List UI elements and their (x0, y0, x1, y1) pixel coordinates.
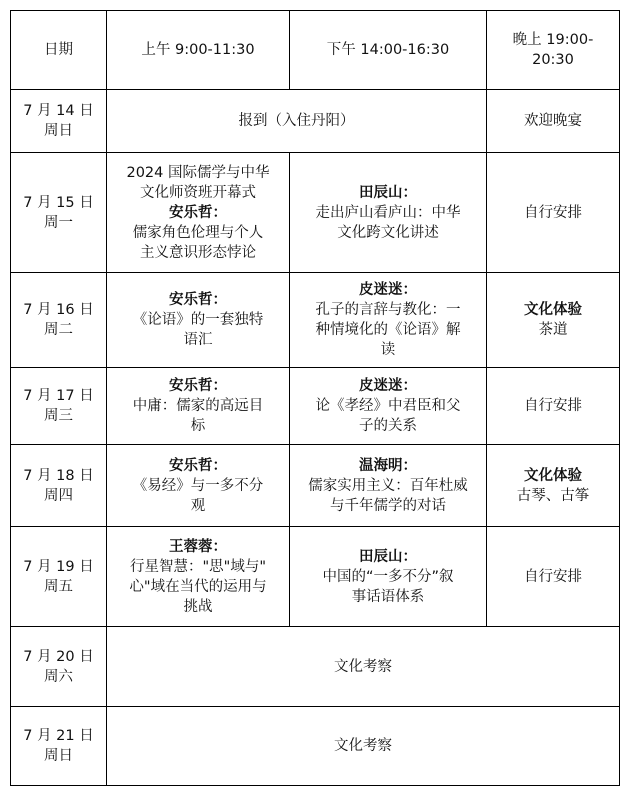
date-cell (11, 368, 107, 445)
evening-title: 文化体验 (524, 302, 582, 318)
morning-cell (107, 445, 290, 527)
morning-cell (107, 527, 290, 627)
lecture-topic: 主义意识形态悖论 (140, 244, 256, 261)
evening-text: 自行安排 (524, 204, 582, 221)
opening-text: 文化师资班开幕式 (140, 184, 256, 201)
lecture-topic: 行星智慧："思"域与" (129, 558, 266, 575)
speaker-name: 温海明： (359, 457, 417, 474)
afternoon-cell (290, 445, 487, 527)
morning-cell (107, 273, 290, 368)
morning-cell (107, 153, 290, 273)
weekday-label: 周日 (44, 123, 73, 139)
header-evening-label-1: 晚上 19:00- (512, 32, 594, 48)
full-day-cell (107, 707, 620, 786)
speaker-name: 安乐哲： (169, 204, 227, 221)
evening-text: 古琴、古筝 (516, 487, 590, 504)
evening-cell (487, 153, 620, 273)
afternoon-cell (290, 153, 487, 273)
header-date (11, 11, 107, 90)
date-label: 7 月 21 日 (23, 728, 94, 744)
full-day-text: 文化考察 (334, 738, 392, 754)
schedule-table (10, 10, 620, 786)
header-afternoon-label: 下午 14:00-16:30 (326, 42, 450, 58)
date-cell (11, 627, 107, 707)
weekday-label: 周一 (44, 214, 73, 231)
evening-text: 欢迎晚宴 (524, 113, 582, 129)
table-row (11, 527, 620, 627)
lecture-topic: 儒家实用主义：百年杜威 (308, 477, 468, 494)
table-row (11, 627, 620, 707)
table-row (11, 153, 620, 273)
evening-cell (487, 527, 620, 627)
date-cell (11, 153, 107, 273)
lecture-topic: 《论语》的一套独特 (132, 312, 264, 328)
header-afternoon (290, 11, 487, 90)
date-cell (11, 707, 107, 786)
evening-cell (487, 368, 620, 445)
weekday-label: 周六 (44, 668, 73, 685)
evening-text: 茶道 (538, 322, 568, 338)
speaker-name: 安乐哲： (169, 378, 227, 394)
evening-text: 自行安排 (524, 398, 582, 414)
evening-cell (487, 273, 620, 368)
evening-text: 自行安排 (524, 568, 582, 585)
speaker-name: 田辰山： (359, 184, 417, 201)
table-row (11, 90, 620, 153)
full-day-cell (107, 90, 487, 153)
lecture-topic: 中庸：儒家的高远目 (132, 398, 264, 414)
lecture-topic: 种情境化的《论语》解 (315, 322, 461, 338)
evening-title: 文化体验 (524, 467, 582, 484)
full-day-text: 文化考察 (334, 658, 392, 675)
date-label: 7 月 18 日 (23, 467, 94, 484)
speaker-name: 田辰山： (359, 548, 417, 565)
lecture-topic: 子的关系 (359, 418, 417, 434)
header-row (11, 11, 620, 90)
lecture-topic: 挑战 (183, 598, 213, 615)
speaker-name: 皮迷迷： (359, 282, 417, 298)
lecture-topic: 观 (190, 497, 206, 514)
header-morning-label: 上午 9:00-11:30 (141, 42, 255, 58)
date-cell (11, 527, 107, 627)
afternoon-cell (290, 273, 487, 368)
lecture-topic: 中国的“一多不分”叙 (322, 568, 454, 585)
speaker-name: 安乐哲： (169, 457, 227, 474)
date-cell (11, 273, 107, 368)
lecture-topic: 《易经》与一多不分 (132, 477, 264, 494)
lecture-topic: 文化跨文化讲述 (337, 224, 439, 241)
lecture-topic: 论《孝经》中君臣和父 (315, 398, 461, 414)
header-evening (487, 11, 620, 90)
weekday-label: 周五 (44, 578, 73, 595)
afternoon-cell (290, 368, 487, 445)
lecture-topic: 标 (190, 418, 206, 434)
morning-cell (107, 368, 290, 445)
table-row (11, 707, 620, 786)
lecture-topic: 儒家角色伦理与个人 (132, 224, 264, 241)
afternoon-cell (290, 527, 487, 627)
weekday-label: 周日 (44, 748, 73, 764)
date-label: 7 月 14 日 (23, 103, 94, 119)
date-cell (11, 445, 107, 527)
lecture-topic: 事话语体系 (351, 588, 425, 605)
lecture-topic: 语汇 (183, 332, 213, 348)
lecture-topic: 走出庐山看庐山：中华 (315, 204, 461, 221)
table-row (11, 368, 620, 445)
date-label: 7 月 17 日 (23, 388, 94, 404)
weekday-label: 周三 (44, 408, 73, 424)
lecture-topic: 读 (380, 342, 396, 358)
header-evening-label-2: 20:30 (532, 52, 574, 68)
table-row (11, 445, 620, 527)
table-row (11, 273, 620, 368)
evening-cell (487, 445, 620, 527)
date-label: 7 月 19 日 (23, 558, 94, 575)
lecture-topic: 与千年儒学的对话 (330, 497, 446, 514)
date-cell (11, 90, 107, 153)
opening-text: 2024 国际儒学与中华 (126, 164, 270, 181)
date-label: 7 月 20 日 (23, 648, 94, 665)
lecture-topic: 孔子的言辞与教化：一 (315, 302, 461, 318)
header-morning (107, 11, 290, 90)
full-day-cell (107, 627, 620, 707)
speaker-name: 皮迷迷： (359, 378, 417, 394)
speaker-name: 王蓉蓉： (169, 538, 227, 555)
full-day-text: 报到（入住丹阳） (238, 113, 355, 129)
date-label: 7 月 16 日 (23, 302, 94, 318)
date-label: 7 月 15 日 (23, 194, 94, 211)
header-date-label: 日期 (44, 42, 73, 58)
weekday-label: 周四 (44, 487, 73, 504)
speaker-name: 安乐哲： (169, 292, 227, 308)
evening-cell (487, 90, 620, 153)
lecture-topic: 心"域在当代的运用与 (129, 578, 267, 595)
weekday-label: 周二 (44, 322, 73, 338)
